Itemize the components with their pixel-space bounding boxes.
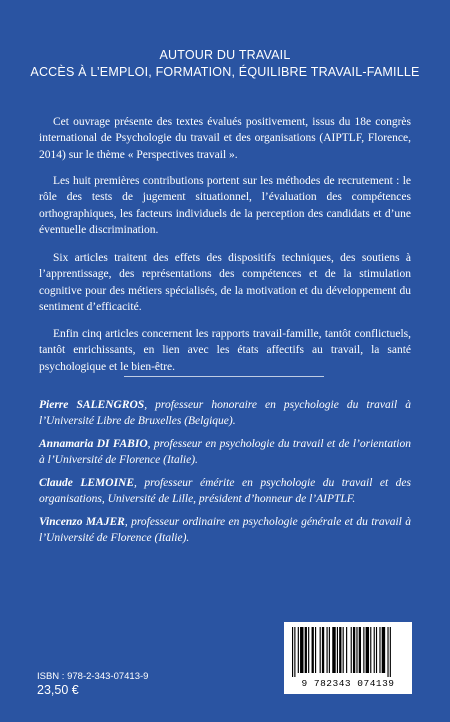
- barcode-bar: [294, 627, 295, 677]
- author-entry: [39, 514, 411, 546]
- paragraph-work-family: Enfin cinq articles concernent les rapports travail-famille, tantôt conflictuels, tantôt enrichissants, en lien avec les états affectifs au travail, la santé psychologique et le bien-être.: [39, 328, 411, 373]
- barcode-bar: [343, 627, 344, 673]
- barcode-bar: [366, 627, 369, 673]
- barcode-bar: [308, 627, 309, 673]
- author-name: Claude LEMOINE: [39, 477, 135, 489]
- barcode-bar: [312, 627, 314, 673]
- barcode-bar: [305, 627, 307, 673]
- barcode-bar: [346, 627, 347, 673]
- barcode-bar: [382, 627, 385, 673]
- barcode-bar: [374, 627, 375, 673]
- author-name: Vincenzo MAJER: [39, 516, 125, 528]
- barcode-bar: [363, 627, 364, 673]
- author-entry: [39, 436, 411, 468]
- paragraph-recruitment: Les huit premières contributions portent sur les méthodes de recrutement : le rôle des tests de jugement situationnel, l’évaluation des compétences orthographiques, les facteurs individuels de la perception des candidats et d’une éventuelle discrimination.: [39, 175, 411, 236]
- author-entry: [39, 397, 411, 429]
- author-description: , professeur honoraire en psychologie du travail à l’Université Libre de Bruxelles (Belgique).: [39, 399, 411, 427]
- barcode-bar: [320, 627, 321, 673]
- barcode-bar: [390, 627, 391, 677]
- isbn-label: ISBN : 978-2-343-07413-9: [37, 671, 149, 682]
- author-description: , professeur ordinaire en psychologie générale et du travail à l’Université de Florence (Italie).: [39, 516, 411, 544]
- barcode-bar: [370, 627, 371, 673]
- barcode-bar: [356, 627, 357, 673]
- barcode-bar: [329, 627, 330, 673]
- barcode-bar: [379, 627, 380, 673]
- barcode-bar: [351, 627, 352, 673]
- barcode-number: 9 782343 074139: [301, 678, 395, 689]
- author-entry: [39, 475, 411, 507]
- barcode-bar: [292, 627, 293, 677]
- barcode-bar: [353, 627, 355, 673]
- barcode: [284, 622, 412, 694]
- series-title: AUTOUR DU TRAVAIL: [159, 48, 291, 62]
- barcode-bar: [387, 627, 388, 677]
- barcode-bars: [290, 627, 406, 677]
- barcode-bar: [298, 627, 299, 673]
- barcode-bar: [315, 627, 316, 673]
- barcode-bar: [376, 627, 377, 673]
- author-name: Pierre SALENGROS: [39, 399, 145, 411]
- barcode-bar: [322, 627, 324, 673]
- barcode-bar: [300, 627, 303, 673]
- barcode-bar: [339, 627, 341, 673]
- author-description: , professeur émérite en psychologie du travail et des organisations, Université de Lille, président d’honneur de l’AIPTLF.: [39, 477, 411, 505]
- barcode-bar: [337, 627, 338, 673]
- paragraph-training: Six articles traitent des effets des dispositifs techniques, des soutiens à l’apprentissage, des représentations des compétences et de la stimulation cognitive pour des métiers spécialisés, de la motivation et du développement du sentiment d’efficacité.: [39, 252, 411, 313]
- barcode-bar: [359, 627, 361, 673]
- barcode-bar: [327, 627, 328, 673]
- author-description: , professeur en psychologie du travail et de l’orientation à l’Université de Florence (Italie).: [39, 438, 411, 466]
- author-name: Annamaria DI FABIO: [39, 438, 148, 450]
- paragraph-intro: Cet ouvrage présente des textes évalués positivement, issus du 18e congrès international de Psychologie du travail et des organisations (AIPTLF, Florence, 2014) sur le thème « Perspectives travail ».: [39, 116, 411, 161]
- price-label: 23,50 €: [37, 683, 79, 697]
- divider-line: [124, 376, 324, 377]
- authors-list: [39, 397, 411, 553]
- book-subtitle: ACCÈS À L’EMPLOI, FORMATION, ÉQUILIBRE TRAVAIL-FAMILLE: [30, 65, 420, 79]
- barcode-bar: [332, 627, 335, 673]
